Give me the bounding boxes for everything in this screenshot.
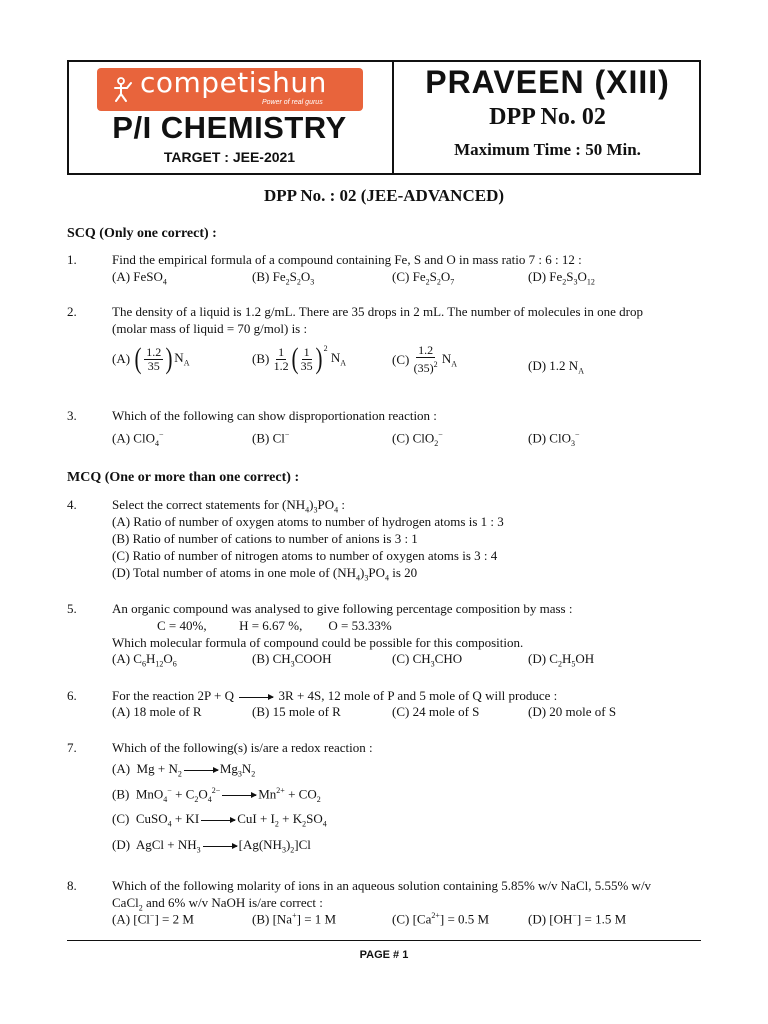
option-b: (B) $MnO_4^- + C_2O_4^{2-}$ $Mn^{2+} + CO_2$ bbox=[112, 786, 321, 804]
batch-title: PRAVEEN (XIII) bbox=[425, 64, 670, 100]
option-a: (A) $C_6H_{12}O_6$ bbox=[112, 651, 177, 669]
subject-title: P/I CHEMISTRY bbox=[112, 110, 347, 145]
question-text-cont: Which molecular formula of compound could be possible for this composition. bbox=[112, 635, 524, 650]
question-text: The density of a liquid is 1.2 g/mL. There are 35 drops in 2 mL. The number of molecules in one drop bbox=[112, 304, 643, 319]
question-number: 8. bbox=[67, 878, 77, 893]
question-text: Which of the following molarity of ions in an aqueous solution containing 5.85% w/v NaCl, 5.55% w/v bbox=[112, 878, 652, 893]
option-a: (A) $Mg + N_2$ $Mg_3N_2$ bbox=[112, 761, 256, 779]
question-text: For the reaction 2P + Q 3R + 4S, 12 mole of P and 5 mole of Q will produce : bbox=[112, 688, 558, 703]
target-label: TARGET : JEE-2021 bbox=[163, 149, 296, 165]
reaction-arrow-icon bbox=[184, 770, 218, 771]
composition-line: C = 40%, H = 6.67 %, O = 53.33% bbox=[157, 618, 392, 633]
option-d: (D) ClO$_3$− bbox=[528, 430, 580, 448]
question-number: 1. bbox=[67, 252, 77, 267]
option-b: (B) Cl− bbox=[252, 430, 290, 446]
footer-divider bbox=[67, 940, 701, 941]
option-d: (D) $C_2H_5OH$ bbox=[528, 651, 595, 669]
option-d: (D) 1.2 $N_A$ bbox=[528, 358, 584, 376]
logo-text: competishun bbox=[140, 66, 327, 99]
question-text: Select the correct statements for $(NH_4)_3PO_4$ : bbox=[112, 497, 345, 515]
option-a: (A) 18 mole of R bbox=[112, 704, 202, 719]
question-number: 4. bbox=[67, 497, 77, 512]
option-a: (A) FeSO$_4$ bbox=[112, 269, 167, 287]
question-text: Find the empirical formula of a compound containing Fe, S and O in mass ratio 7 : 6 : 12 : bbox=[112, 252, 582, 267]
option-a: (A) [Cl−] = 2 M bbox=[112, 911, 194, 927]
option-d: (D) [OH−] = 1.5 M bbox=[528, 911, 627, 927]
question-text: An organic compound was analysed to give following percentage composition by mass : bbox=[112, 601, 573, 616]
option-b: (B) Ratio of number of cations to number of anions is 3 : 1 bbox=[112, 531, 418, 546]
competishun-logo-icon bbox=[107, 74, 135, 104]
reaction-arrow-icon bbox=[222, 795, 256, 796]
max-time: Maximum Time : 50 Min. bbox=[454, 140, 641, 159]
option-a: (A) ClO$_4$− bbox=[112, 430, 164, 448]
option-c: (C) Ratio of number of nitrogen atoms to number of oxygen atoms is 3 : 4 bbox=[112, 548, 498, 563]
option-b: (B) 15 mole of R bbox=[252, 704, 341, 719]
option-b: (B) $CH_3COOH$ bbox=[252, 651, 332, 669]
option-a: (A) Ratio of number of oxygen atoms to number of hydrogen atoms is 1 : 3 bbox=[112, 514, 504, 529]
option-d: (D) Total number of atoms in one mole of $(NH_4)_3PO_4$ is 20 bbox=[112, 565, 418, 583]
option-c: (C) ClO$_2$− bbox=[392, 430, 443, 448]
question-number: 5. bbox=[67, 601, 77, 616]
page-title: DPP No. : 02 (JEE-ADVANCED) bbox=[263, 186, 505, 205]
question-number: 3. bbox=[67, 408, 77, 423]
option-c: (C) $CH_3CHO$ bbox=[392, 651, 463, 669]
question-text-cont: CaCl$_2$ and 6% w/v NaOH is/are correct : bbox=[112, 895, 323, 913]
option-c: (C) $[Ca^{2+}] = 0.5$ M bbox=[392, 911, 490, 927]
question-number: 6. bbox=[67, 688, 77, 703]
option-d: (D) AgCl + $NH_3$ $[Ag(NH_3)_2]Cl$ bbox=[112, 837, 311, 855]
question-number: 7. bbox=[67, 740, 77, 755]
option-c: (C) CuSO$_4$ + KI CuI + $I_2 + K_2SO_4$ bbox=[112, 811, 327, 829]
dpp-number: DPP No. 02 bbox=[489, 104, 606, 130]
section-mcq-heading: MCQ (One or more than one correct) : bbox=[67, 470, 300, 485]
question-text-cont: (molar mass of liquid = 70 g/mol) is : bbox=[112, 321, 308, 336]
option-c: (C) $\frac{1.2}{(35)^2}$ $N_A$ bbox=[392, 343, 458, 375]
option-c: (C) $Fe_2S_2O_7$ bbox=[392, 269, 455, 287]
option-d: (D) $Fe_2S_3O_{12}$ bbox=[528, 269, 595, 287]
option-b: (B) $Fe_2S_2O_3$ bbox=[252, 269, 315, 287]
option-b: (B) $\frac{1}{1.2}$ ( $\frac{1}{35}$ ) $^2$ $N_A$ bbox=[252, 342, 347, 375]
logo-tagline: Power of real gurus bbox=[262, 99, 323, 106]
option-c: (C) 24 mole of S bbox=[392, 704, 480, 719]
option-d: (D) 20 mole of S bbox=[528, 704, 617, 719]
question-number: 2. bbox=[67, 304, 77, 319]
question-text: Which of the following(s) is/are a redox reaction : bbox=[112, 740, 373, 755]
page-number: PAGE # 1 bbox=[359, 949, 409, 961]
section-scq-heading: SCQ (Only one correct) : bbox=[67, 226, 217, 241]
reaction-arrow-icon bbox=[201, 820, 235, 821]
reaction-arrow-icon bbox=[203, 846, 237, 847]
reaction-arrow-icon bbox=[239, 697, 273, 698]
question-text: Which of the following can show disproportionation reaction : bbox=[112, 408, 437, 423]
option-a: (A) ( $\frac{1.2}{35}$ ) $N_A$ bbox=[112, 342, 190, 375]
option-b: (B) [Na+] = 1 M bbox=[252, 911, 337, 927]
